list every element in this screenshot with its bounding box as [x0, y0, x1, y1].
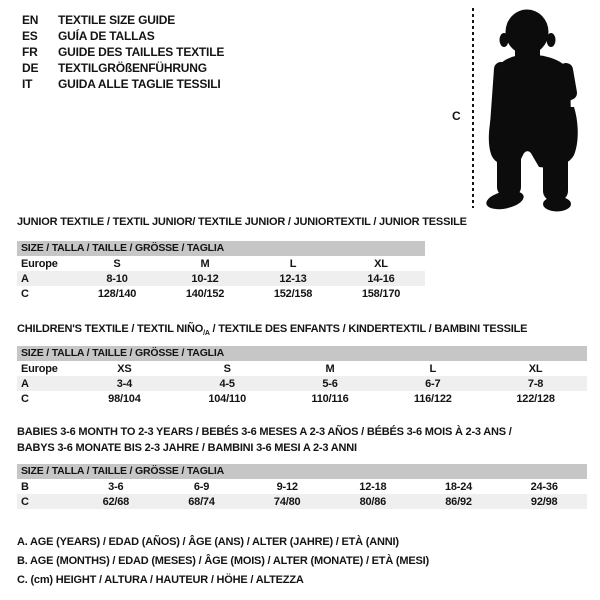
title-line: BABYS 3-6 MONATE BIS 2-3 JAHRE / BAMBINI 3-6 MESI A 2-3 ANNI	[17, 442, 357, 454]
table-cell: 14-16	[367, 272, 395, 285]
table-row	[17, 479, 587, 494]
table-cell: 9-12	[276, 480, 298, 493]
size-header-band: SIZE / TALLA / TAILLE / GRÖSSE / TAGLIA	[17, 464, 587, 479]
table-row	[17, 391, 587, 406]
table-cell: 6-9	[193, 480, 210, 493]
table-cell: 7-8	[527, 377, 544, 390]
legend-line-b: B. AGE (MONTHS) / EDAD (MESES) / ÂGE (MOIS) / ALTER (MONATE) / ETÀ (MESI)	[17, 555, 429, 567]
table-cell: S	[113, 257, 121, 270]
lang-code: DE	[22, 61, 39, 75]
children-size-table	[17, 346, 587, 406]
table-cell: 24-36	[530, 480, 558, 493]
table-cell: 122/128	[516, 392, 555, 405]
table-cell: 6-7	[425, 377, 441, 390]
table-cell: M	[200, 257, 210, 270]
children-table-title	[17, 321, 527, 342]
row-label: C	[21, 287, 29, 300]
size-header-band: SIZE / TALLA / TAILLE / GRÖSSE / TAGLIA	[17, 241, 425, 256]
row-label: Europe	[21, 362, 58, 375]
table-cell: 98/104	[108, 392, 141, 405]
table-cell: 74/80	[273, 495, 301, 508]
lang-title: GUIDA ALLE TAGLIE TESSILI	[58, 77, 221, 91]
title-text: CHILDREN'S TEXTILE / TEXTIL NIÑO	[17, 323, 204, 335]
table-cell: 68/74	[188, 495, 215, 508]
title-line: BABIES 3-6 MONTH TO 2-3 YEARS / BEBÉS 3-6 MESES A 2-3 AÑOS / BÉBÉS 3-6 MOIS À 2-3 ANS /	[17, 426, 512, 438]
table-row	[17, 494, 587, 509]
lang-code: ES	[22, 29, 38, 43]
junior-table-title: JUNIOR TEXTILE / TEXTIL JUNIOR/ TEXTILE JUNIOR / JUNIORTEXTIL / JUNIOR TESSILE	[17, 216, 467, 228]
title-subscript: /A	[203, 330, 210, 338]
table-cell: 86/92	[445, 495, 472, 508]
table-cell: 8-10	[106, 272, 128, 285]
lang-title: TEXTILE SIZE GUIDE	[58, 13, 176, 27]
measure-legend	[17, 533, 429, 590]
height-measure-dashed-line	[472, 8, 474, 208]
language-title-list	[22, 12, 224, 92]
lang-title: GUÍA DE TALLAS	[58, 29, 155, 43]
table-cell: 3-4	[116, 377, 133, 390]
table-cell: XL	[374, 257, 388, 270]
table-cell: 62/68	[102, 495, 130, 508]
table-cell: 104/110	[208, 392, 247, 405]
row-label: Europe	[21, 257, 58, 270]
table-cell: 152/158	[273, 287, 313, 300]
table-cell: 4-5	[219, 377, 235, 390]
table-cell: 92/98	[530, 495, 558, 508]
table-cell: 80/86	[359, 495, 387, 508]
lang-title: TEXTILGRÖßENFÜHRUNG	[58, 61, 207, 75]
table-cell: XS	[117, 362, 132, 375]
table-row	[17, 256, 425, 271]
table-cell: 12-13	[279, 272, 307, 285]
row-label: C	[21, 392, 29, 405]
table-cell: 140/152	[185, 287, 225, 300]
babies-table-title	[17, 424, 512, 456]
table-row	[17, 376, 587, 391]
table-cell: 5-6	[322, 377, 338, 390]
table-cell: 158/170	[361, 287, 401, 300]
table-cell: 18-24	[444, 480, 473, 493]
lang-code: FR	[22, 45, 38, 59]
toddler-silhouette-image	[477, 7, 597, 212]
height-measure-label: C	[452, 109, 461, 123]
legend-line-c: C. (cm) HEIGHT / ALTURA / HAUTEUR / HÖHE / ALTEZZA	[17, 574, 304, 586]
table-cell: 12-18	[359, 480, 387, 493]
lang-code: EN	[22, 13, 39, 27]
table-cell: 116/122	[413, 392, 452, 405]
row-label: C	[21, 495, 29, 508]
size-header-band: SIZE / TALLA / TAILLE / GRÖSSE / TAGLIA	[17, 346, 587, 361]
table-cell: 110/116	[311, 392, 349, 405]
table-cell: 128/140	[97, 287, 137, 300]
row-label: A	[21, 377, 29, 390]
table-cell: XL	[528, 362, 543, 375]
table-cell: L	[289, 257, 297, 270]
row-label: A	[21, 272, 29, 285]
table-row	[17, 271, 425, 286]
table-row	[17, 361, 587, 376]
title-text: / TEXTILE DES ENFANTS / KINDERTEXTIL / BAMBINI TESSILE	[209, 323, 528, 335]
table-row	[17, 286, 425, 301]
junior-size-table	[17, 241, 425, 301]
table-cell: 10-12	[191, 272, 219, 285]
table-cell: 3-6	[108, 480, 124, 493]
lang-code: IT	[22, 77, 33, 91]
table-cell: L	[429, 362, 437, 375]
lang-title: GUIDE DES TAILLES TEXTILE	[58, 45, 225, 59]
babies-size-table	[17, 464, 587, 509]
table-cell: M	[325, 362, 335, 375]
legend-line-a: A. AGE (YEARS) / EDAD (AÑOS) / ÂGE (ANS) / ALTER (JAHRE) / ETÀ (ANNI)	[17, 536, 399, 548]
row-label: B	[21, 480, 29, 493]
table-cell: S	[223, 362, 231, 375]
